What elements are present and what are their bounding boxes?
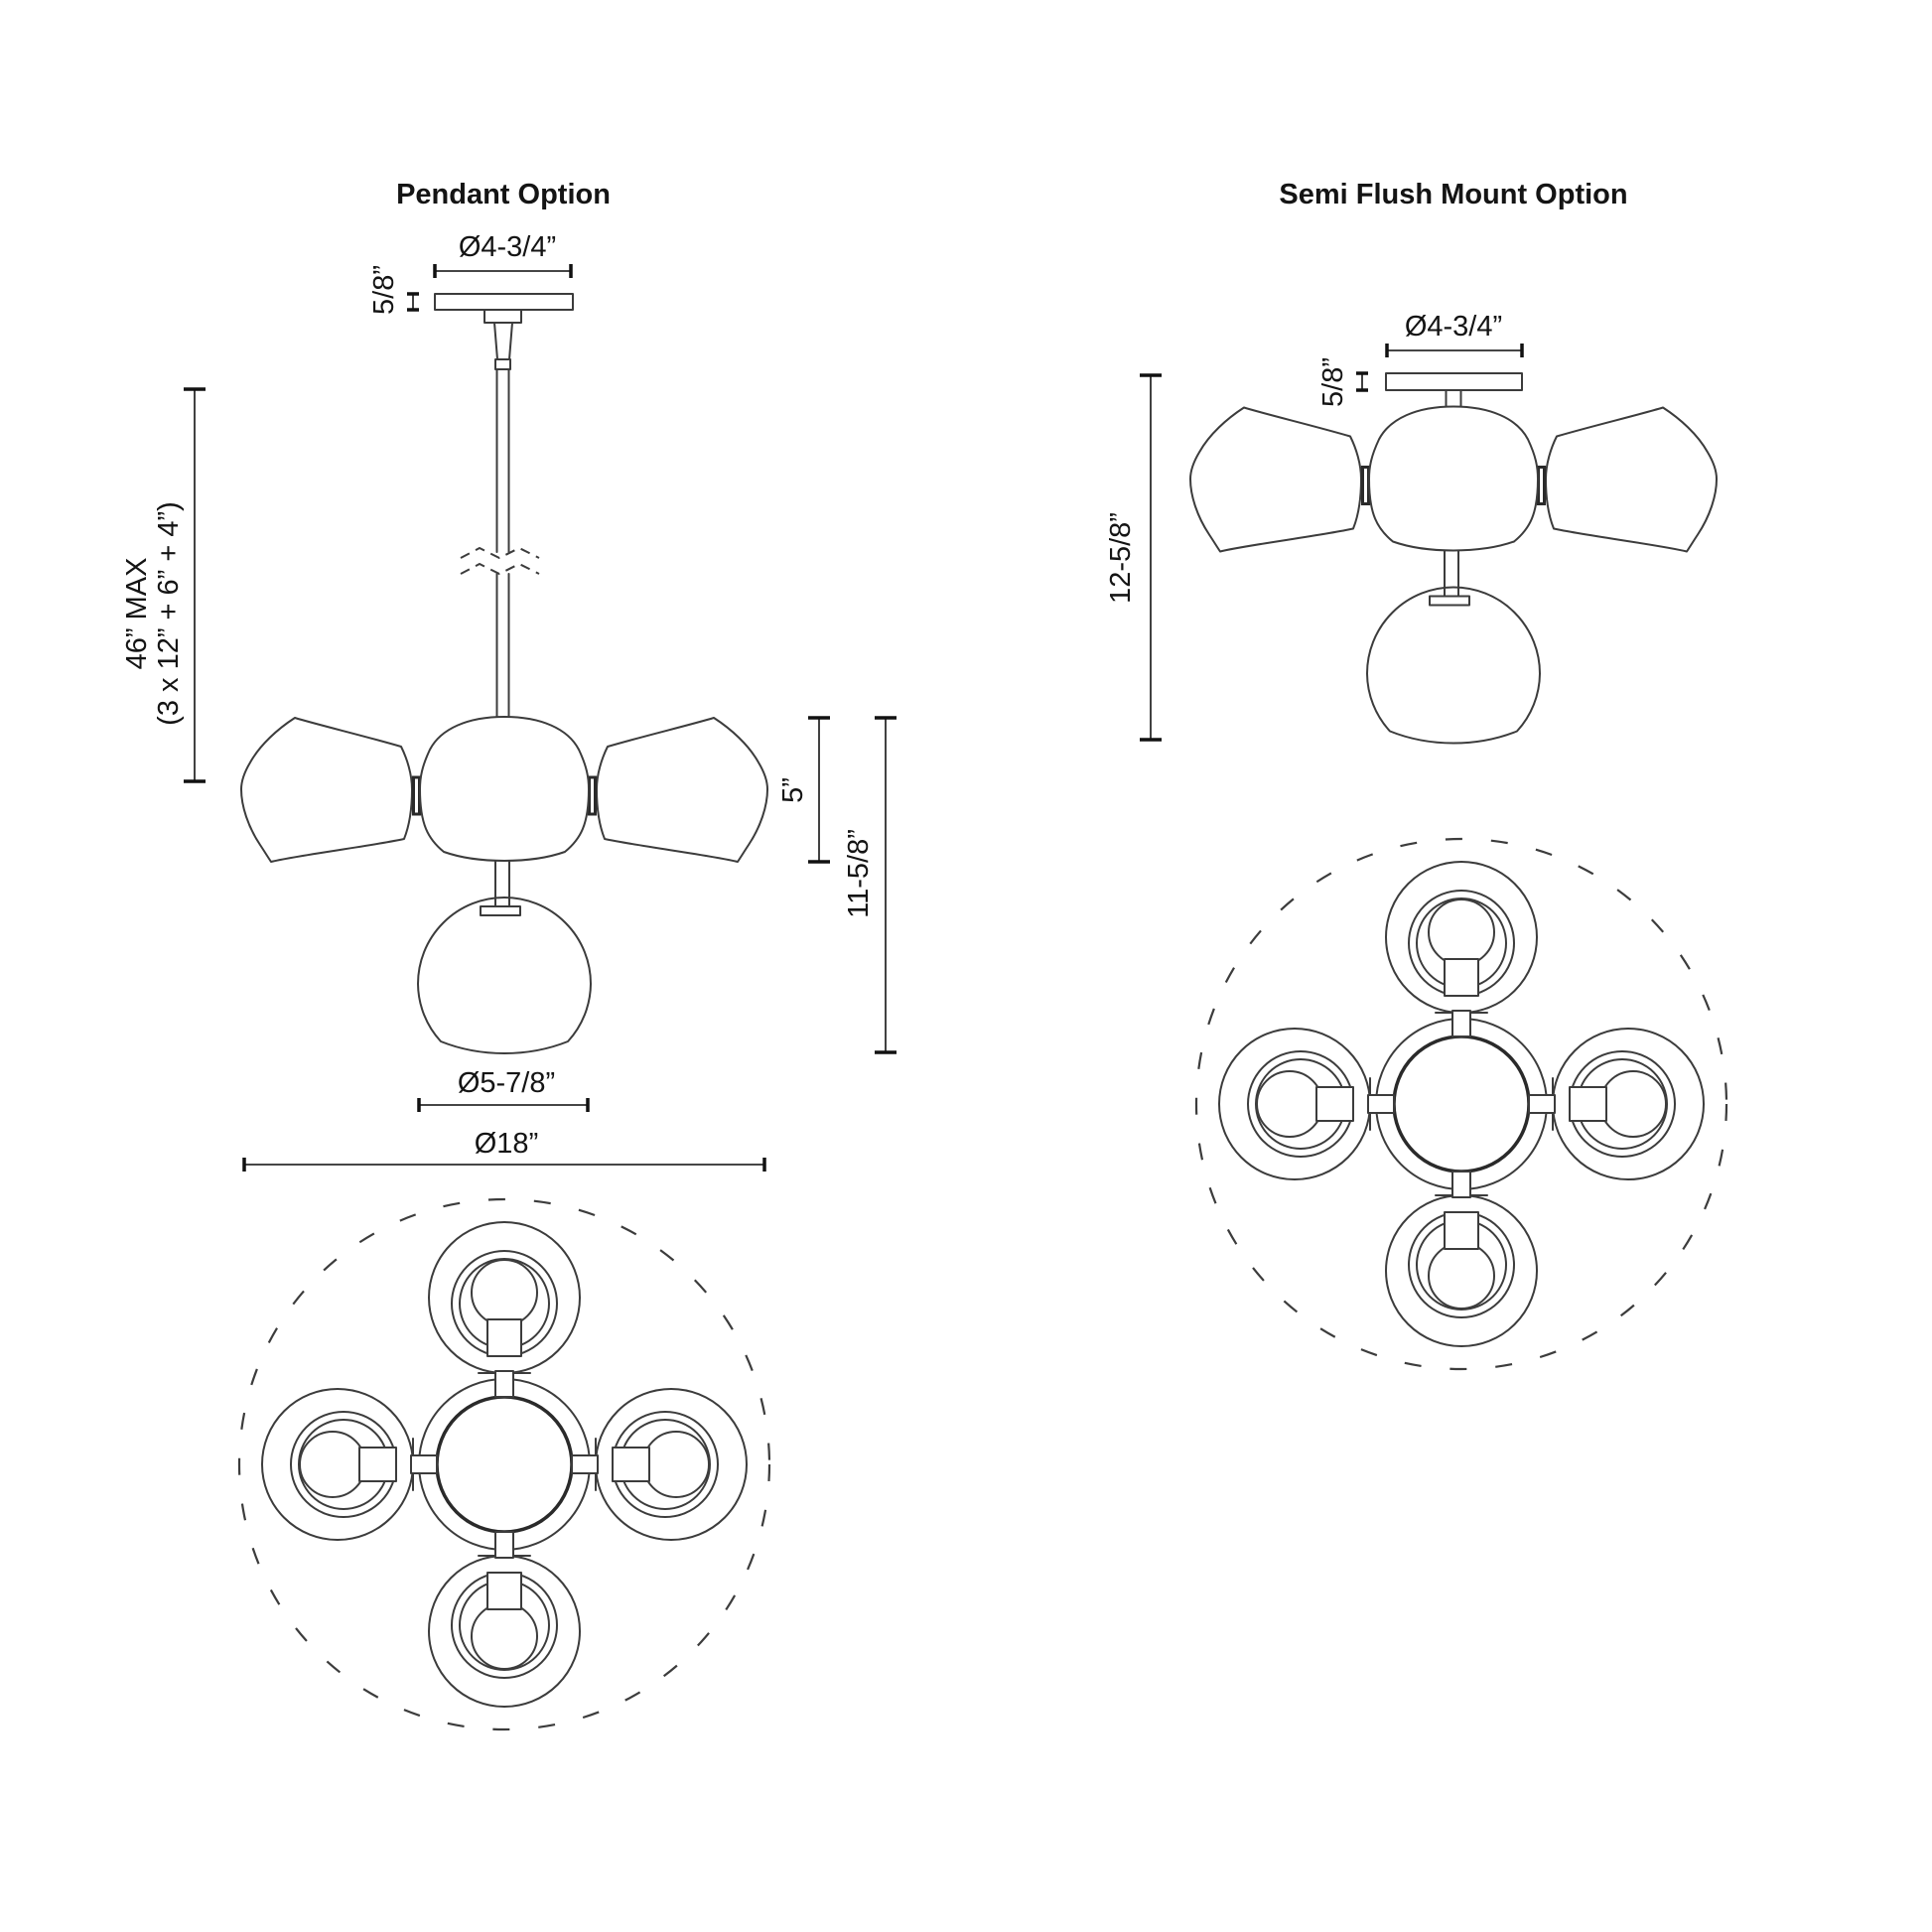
pendant-rod-max-label-line2: (3 x 12” + 6” + 4”)	[153, 501, 185, 726]
semi-flush-plan-view	[1196, 839, 1726, 1369]
pendant-sphere-diameter-label: Ø5-7/8”	[457, 1067, 556, 1099]
semi-flush-height-label: 12-5/8”	[1105, 512, 1137, 604]
pendant-overall-diameter-label: Ø18”	[474, 1128, 539, 1160]
pendant-swivel-joint	[495, 359, 510, 369]
rod-break-mark-lower	[461, 564, 539, 574]
semi-flush-canopy	[1386, 373, 1522, 390]
pendant-title: Pendant Option	[396, 179, 611, 210]
pendant-globe-height-label: 5”	[777, 777, 809, 803]
pendant-plan-view	[239, 1199, 769, 1729]
pendant-body-height-label: 11-5/8”	[843, 829, 875, 918]
pendant-option-view	[121, 179, 897, 1729]
pendant-canopy-thickness-label: 5/8”	[368, 265, 400, 315]
pendant-canopy	[435, 294, 573, 310]
rod-break-mark-upper	[461, 548, 539, 558]
semi-flush-canopy-diameter-label: Ø4-3/4”	[1404, 311, 1503, 343]
pendant-neck	[494, 323, 512, 359]
pendant-rod-max-label-line1: 46” MAX	[121, 557, 153, 670]
semi-flush-title: Semi Flush Mount Option	[1279, 179, 1628, 210]
semi-flush-stem	[1447, 390, 1461, 407]
semi-flush-canopy-thickness-label: 5/8”	[1317, 357, 1349, 407]
pendant-lamp-cluster	[241, 717, 767, 1053]
semi-flush-lamp-cluster	[1190, 407, 1717, 744]
pendant-canopy-collar	[484, 310, 521, 323]
pendant-canopy-diameter-label: Ø4-3/4”	[458, 231, 557, 263]
semi-flush-option-view	[1105, 179, 1726, 1369]
